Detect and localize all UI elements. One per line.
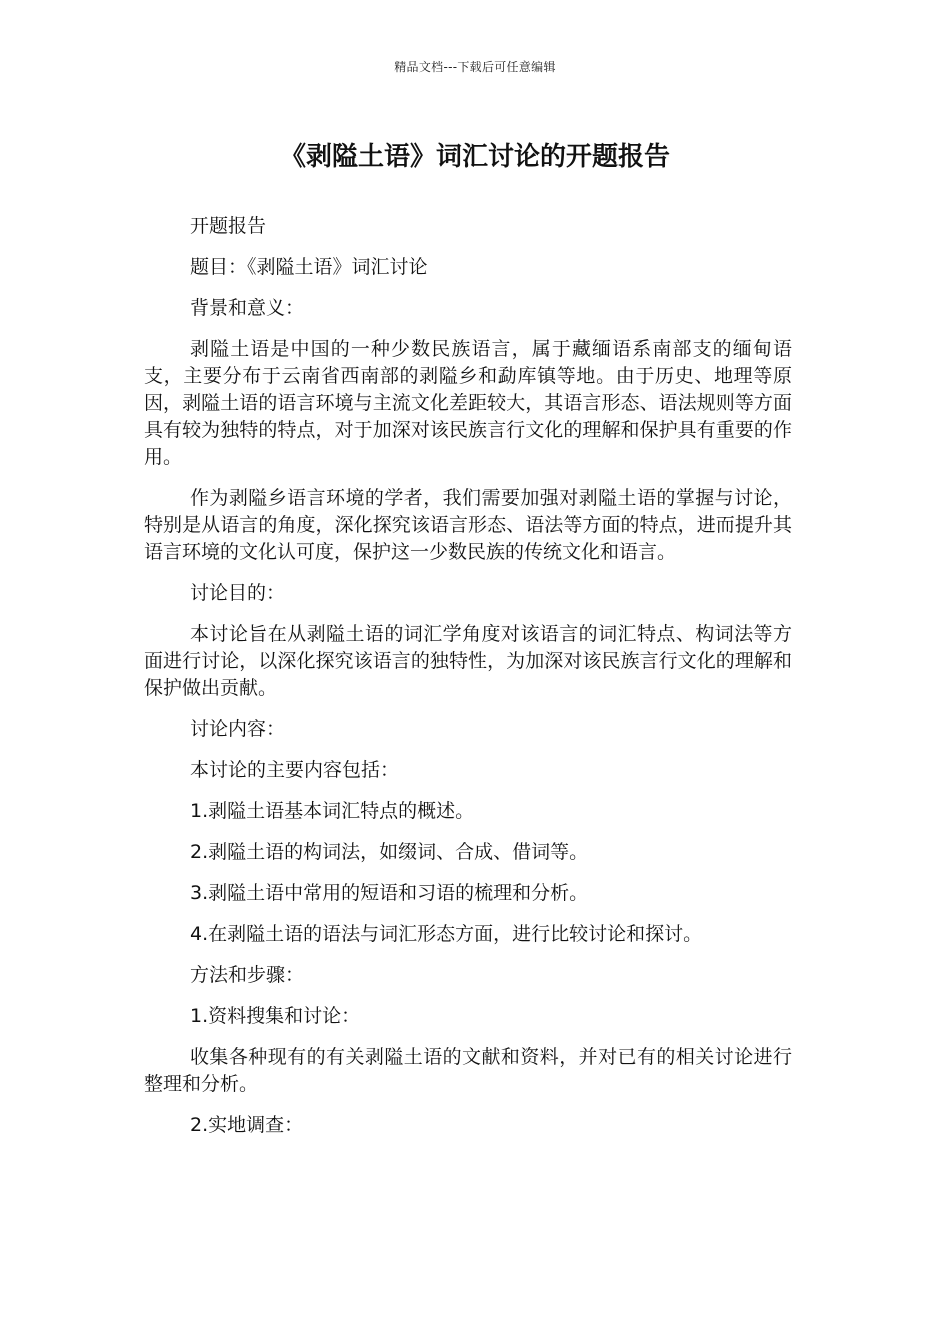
paragraph-report-label: 开题报告 (190, 215, 267, 237)
heading-purpose: 讨论目的： (190, 582, 286, 604)
header-note: 精品文档---下载后可任意编辑 (394, 60, 556, 74)
list-item: 4.在剥隘土语的语法与词汇形态方面，进行比较讨论和探讨。 (190, 923, 703, 945)
heading-background: 背景和意义： (190, 297, 305, 319)
document-title: 《剥隘土语》词汇讨论的开题报告 (279, 142, 670, 172)
paragraph-topic: 题目：《剥隘土语》词汇讨论 (190, 256, 428, 278)
paragraph-background-1: 剥隘土语是中国的一种少数民族语言，属于藏缅语系南部支的缅甸语支，主要分布于云南省西南部的剥隘乡和勐库镇等地。由于历史、地理等原因，剥隘土语的语言环境与主流文化差距较大，其语言形态、语法规则等方面具有较为独特的特点，对于加深对该民族言行文化的理解和保护具有重要的作用。 (144, 338, 792, 468)
document-body (144, 213, 792, 1153)
list-item: 2.剥隘土语的构词法，如缀词、合成、借词等。 (190, 841, 589, 863)
paragraph-background-2: 作为剥隘乡语言环境的学者，我们需要加强对剥隘土语的掌握与讨论，特别是从语言的角度，深化探究该语言形态、语法等方面的特点，进而提升其语言环境的文化认可度，保护这一少数民族的传统文化和语言。 (144, 487, 792, 563)
heading-methods: 方法和步骤： (190, 964, 305, 986)
paragraph-method-step-1: 收集各种现有的有关剥隘土语的文献和资料，并对已有的相关讨论进行整理和分析。 (144, 1046, 792, 1095)
heading-method-step-2: 2.实地调查： (190, 1114, 304, 1136)
list-item: 3.剥隘土语中常用的短语和习语的梳理和分析。 (190, 882, 589, 904)
paragraph-content-intro: 本讨论的主要内容包括： (190, 759, 400, 781)
paragraph-purpose: 本讨论旨在从剥隘土语的词汇学角度对该语言的词汇特点、构词法等方面进行讨论，以深化探究该语言的独特性，为加深对该民族言行文化的理解和保护做出贡献。 (144, 623, 792, 699)
list-item: 1.剥隘土语基本词汇特点的概述。 (190, 800, 475, 822)
heading-method-step-1: 1.资料搜集和讨论： (190, 1005, 361, 1027)
heading-content: 讨论内容： (190, 718, 286, 740)
